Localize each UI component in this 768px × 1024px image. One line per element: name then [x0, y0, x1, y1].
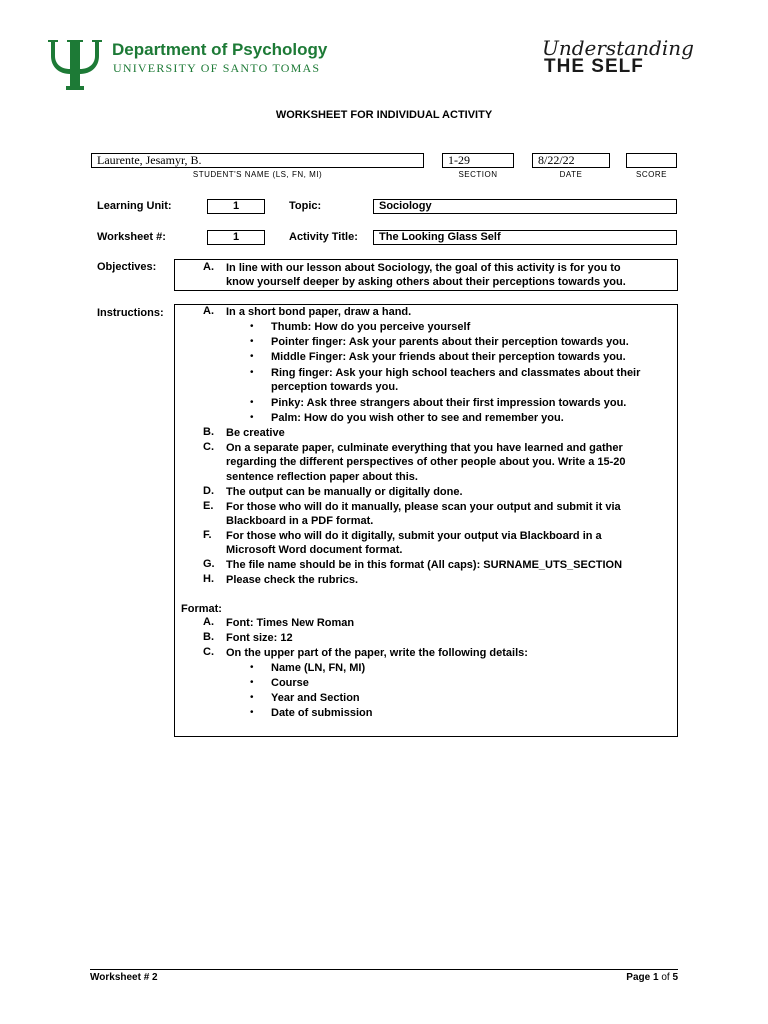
objective-line-1: In line with our lesson about Sociology, the goal of this activity is for you to	[226, 262, 621, 274]
list-item: Year and Section	[271, 692, 360, 704]
learning-unit-value[interactable]: 1	[207, 199, 265, 214]
list-item: The file name should be in this format (All caps): SURNAME_UTS_SECTION	[226, 559, 623, 571]
list-marker: C.	[203, 441, 214, 453]
activity-title-value[interactable]: The Looking Glass Self	[373, 230, 677, 245]
student-name-field[interactable]: Laurente, Jesamyr, B.	[91, 153, 424, 168]
learning-unit-label: Learning Unit:	[97, 200, 172, 212]
worksheet-number-value[interactable]: 1	[207, 230, 265, 245]
objective-line-2: know yourself deeper by asking others about their perceptions towards you.	[226, 276, 626, 288]
list-item: Microsoft Word document format.	[226, 544, 403, 556]
university-name: UNIVERSITY OF SANTO TOMAS	[113, 61, 321, 75]
list-marker: A.	[203, 305, 214, 317]
footer-divider	[90, 969, 678, 970]
logo-understanding: Understanding	[542, 36, 694, 60]
bullet-icon: •	[250, 412, 254, 423]
list-item: In a short bond paper, draw a hand.	[226, 306, 412, 318]
topic-value[interactable]: Sociology	[373, 199, 677, 214]
bullet-icon: •	[250, 677, 254, 688]
student-name-caption: STUDENT'S NAME (LS, FN, MI)	[192, 170, 323, 179]
worksheet-title: WORKSHEET FOR INDIVIDUAL ACTIVITY	[275, 109, 493, 121]
list-marker: G.	[203, 558, 215, 570]
list-item: For those who will do it digitally, submit your output via Blackboard in a	[226, 530, 602, 542]
bullet-icon: •	[250, 336, 254, 347]
bullet-icon: •	[250, 662, 254, 673]
instructions-box	[174, 304, 678, 737]
bullet-icon: •	[250, 397, 254, 408]
section-caption: SECTION	[458, 170, 498, 179]
page-total: 5	[672, 972, 678, 983]
format-heading: Format:	[181, 603, 222, 615]
list-item: Pinky: Ask three strangers about their first impression towards you.	[271, 397, 627, 409]
list-item: Palm: How do you wish other to see and remember you.	[271, 412, 564, 424]
instructions-label: Instructions:	[97, 307, 164, 319]
list-item: Please check the rubrics.	[226, 574, 359, 586]
list-item: perception towards you.	[271, 381, 399, 393]
list-marker: C.	[203, 646, 214, 658]
objectives-label: Objectives:	[97, 261, 157, 273]
bullet-icon: •	[250, 321, 254, 332]
worksheet-number-label: Worksheet #:	[97, 231, 166, 243]
list-item: On the upper part of the paper, write the following details:	[226, 647, 528, 659]
list-marker: F.	[203, 529, 212, 541]
page-number	[600, 972, 678, 983]
list-marker: D.	[203, 485, 214, 497]
bullet-icon: •	[250, 707, 254, 718]
list-item: Thumb: How do you perceive yourself	[271, 321, 471, 333]
list-item: Name (LN, FN, MI)	[271, 662, 366, 674]
footer-worksheet-label: Worksheet # 2	[90, 972, 158, 983]
list-item: For those who will do it manually, please scan your output and submit it via	[226, 501, 621, 513]
list-item: Be creative	[226, 427, 285, 439]
page-current: 1	[652, 972, 659, 983]
list-item: The output can be manually or digitally done.	[226, 486, 463, 498]
list-marker: B.	[203, 426, 214, 438]
list-item: Ring finger: Ask your high school teachers and classmates about their	[271, 367, 641, 379]
list-item: Blackboard in a PDF format.	[226, 515, 374, 527]
score-caption: SCORE	[636, 170, 667, 179]
objectives-box	[174, 259, 678, 291]
list-marker: B.	[203, 631, 214, 643]
date-field[interactable]: 8/22/22	[532, 153, 610, 168]
bullet-icon: •	[250, 367, 254, 378]
objective-marker: A.	[203, 261, 214, 273]
list-item: regarding the different perspectives of other people about you. Write a 15-20	[226, 456, 626, 468]
list-item: Middle Finger: Ask your friends about their perception towards you.	[271, 351, 626, 363]
list-item: Font size: 12	[226, 632, 293, 644]
list-item: Date of submission	[271, 707, 373, 719]
list-marker: A.	[203, 616, 214, 628]
bullet-icon: •	[250, 692, 254, 703]
score-field[interactable]	[626, 153, 677, 168]
department-name: Department of Psychology	[112, 40, 328, 59]
logo-the-self: THE SELF	[544, 56, 644, 77]
bullet-icon: •	[250, 351, 254, 362]
list-item: Font: Times New Roman	[226, 617, 355, 629]
activity-title-label: Activity Title:	[289, 231, 358, 243]
psi-icon	[44, 38, 108, 92]
topic-label: Topic:	[289, 200, 322, 212]
list-item: Pointer finger: Ask your parents about their perception towards you.	[271, 336, 629, 348]
page-of: of	[661, 972, 670, 983]
list-item: sentence reflection paper about this.	[226, 471, 418, 483]
page-word: Page	[626, 972, 651, 983]
list-item: On a separate paper, culminate everything that you have learned and gather	[226, 442, 623, 454]
list-marker: E.	[203, 500, 214, 512]
section-field[interactable]: 1-29	[442, 153, 514, 168]
list-item: Course	[271, 677, 309, 689]
list-marker: H.	[203, 573, 214, 585]
date-caption: DATE	[559, 170, 583, 179]
